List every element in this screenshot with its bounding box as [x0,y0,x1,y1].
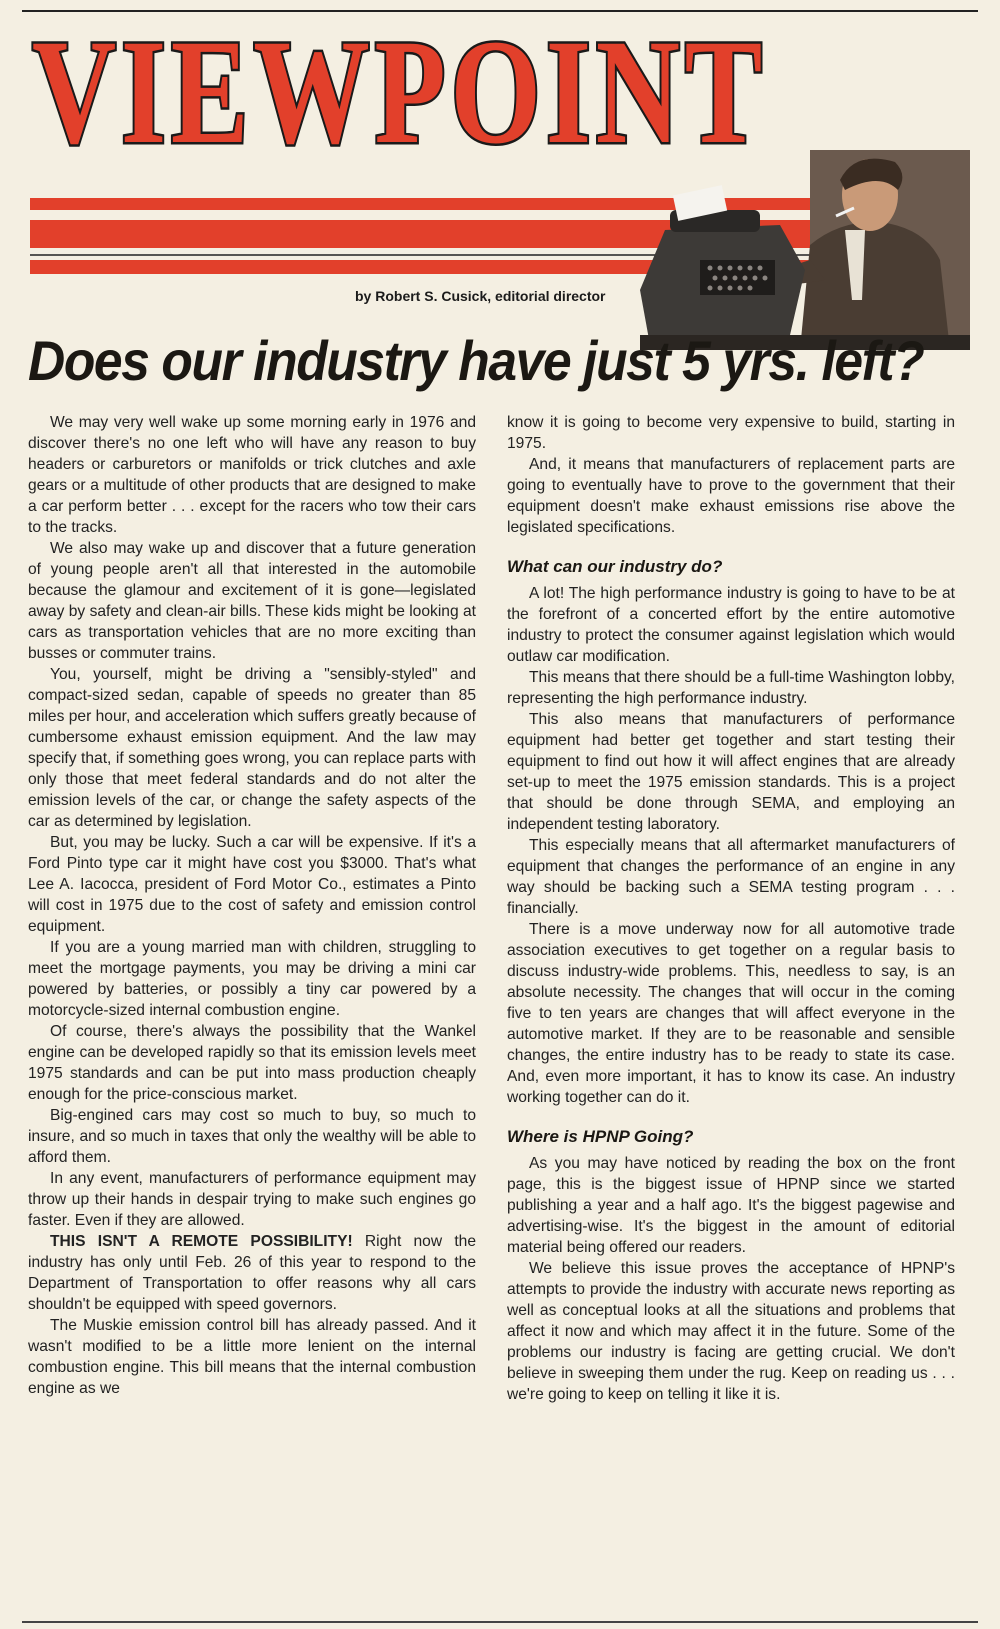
paragraph: In any event, manufacturers of performance equipment may throw up their hands in despair trying to make such engines go faster. Even if they are allowed. [28,1170,476,1229]
left-column [28,412,476,1399]
section-heading: What can our industry do? [507,557,723,576]
masthead-viewpoint-logo [22,9,782,175]
paragraph: know it is going to become very expensive to build, starting in 1975. [507,414,955,452]
paragraph: And, it means that manufacturers of replacement parts are going to eventually have to prove to the government that their equipment doesn't make exhaust emissions rise above the legislated specifications. [507,456,955,536]
paragraph: As you may have noticed by reading the box on the front page, this is the biggest issue of HPNP since we started publishing a year and a half ago. It's the biggest pagewise and advertising-wise. It's the biggest in the amount of editorial material being offered our readers. [507,1155,955,1256]
masthead-title: VIEWPOINT [32,9,767,175]
headline: Does our industry have just 5 yrs. left? [28,329,924,392]
paragraph: We also may wake up and discover that a future generation of young people aren't all that interested in the automobile because the glamour and excitement of it is gone—legislated away by safety and clean-air bills. These kids might be looking at cars as transportation vehicles that are no more exciting than busses or commuter trains. [28,540,476,662]
paragraph-lead: THIS ISN'T A REMOTE POSSIBILITY! [50,1233,353,1250]
section-heading: Where is HPNP Going? [507,1127,694,1146]
paragraph: We may very well wake up some morning early in 1976 and discover there's no one left who will have any reason to buy headers or carburetors or manifolds or trick clutches and axle gears or a multitude of other products that are designed to make a car perform better . . . except for the racers who tow their cars to the tracks. [28,414,476,536]
paragraph: The Muskie emission control bill has already passed. And it wasn't modified to be a little more lenient on the internal combustion engine. This bill means that the internal combustion engine as we [28,1317,476,1397]
byline: by Robert S. Cusick, editorial director [355,288,606,304]
paragraph: There is a move underway now for all automotive trade association executives to get together on a regular basis to discuss industry-wide problems. This, needless to say, is an absolute necessity. The changes that will occur in the coming five to ten years are changes that will affect everyone in the automotive market. If they are to be reasonable and sensible changes, the entire industry has to be ready to state its case. And, even more important, it has to know its case. An industry working together can do it. [507,921,955,1106]
paragraph: Of course, there's always the possibility that the Wankel engine can be developed rapidly so that its emission levels meet 1975 standards and can be put into mass production cheaply enough for the price-conscious market. [28,1023,476,1103]
paragraph: But, you may be lucky. Such a car will be expensive. If it's a Ford Pinto type car it might have cost you $3000. That's what Lee A. Iacocca, president of Ford Motor Co., estimates a Pinto will cost in 1975 due to the cost of safety and emission control equipment. [28,834,476,935]
paragraph [28,1231,476,1315]
paragraph: This especially means that all aftermarket manufacturers of equipment that changes the performance of an engine in any way should be backing such a SEMA testing program . . . financially. [507,837,955,917]
paragraph: If you are a young married man with children, struggling to meet the mortgage payments, you may be driving a mini car powered by batteries, or possibly a tiny car powered by a motorcycle-sized internal combustion engine. [28,939,476,1019]
paragraph: We believe this issue proves the acceptance of HPNP's attempts to provide the industry with accurate news reporting as well as conceptual looks at all the situations and problems that affect it now and which may affect it in the future. Some of the problems our industry is facing are getting crucial. We don't believe in sweeping them under the rug. Keep on reading us . . . we're going to keep on telling it like it is. [507,1260,955,1403]
paragraph-body: Right now the industry has only until Feb. 26 of this year to respond to the Department of Transportation to offer reasons why all cars shouldn't be equipped with speed governors. [28,1233,477,1313]
paragraph: Big-engined cars may cost so much to buy, so much to insure, and so much in taxes that only the wealthy will be able to afford them. [28,1107,476,1166]
paragraph: You, yourself, might be driving a "sensibly-styled" and compact-sized sedan, capable of speeds no greater than 85 miles per hour, and acceleration which suffers greatly because of cumbersome exhaust emission equipment. And the law may specify that, if something goes wrong, you can replace parts with only those that meet federal standards and do not alter the emission levels of the car, or change the safety aspects of the car as determined by legislation. [28,666,476,830]
right-column [507,412,955,1405]
paragraph: This means that there should be a full-time Washington lobby, representing the high performance industry. [507,669,955,707]
bottom-rule [22,1621,978,1623]
paragraph: This also means that manufacturers of performance equipment had better get together and start testing their equipment to find out how it will affect engines that are already set-up to meet the 1975 emission standards. This is a project that should be done through SEMA, and employing an independent testing laboratory. [507,711,955,833]
paragraph: A lot! The high performance industry is going to have to be at the forefront of a concerted effort by the entire automotive industry to protect the consumer against legislation which would outlaw car modification. [507,585,955,665]
editor-typewriter-photo [640,150,970,350]
